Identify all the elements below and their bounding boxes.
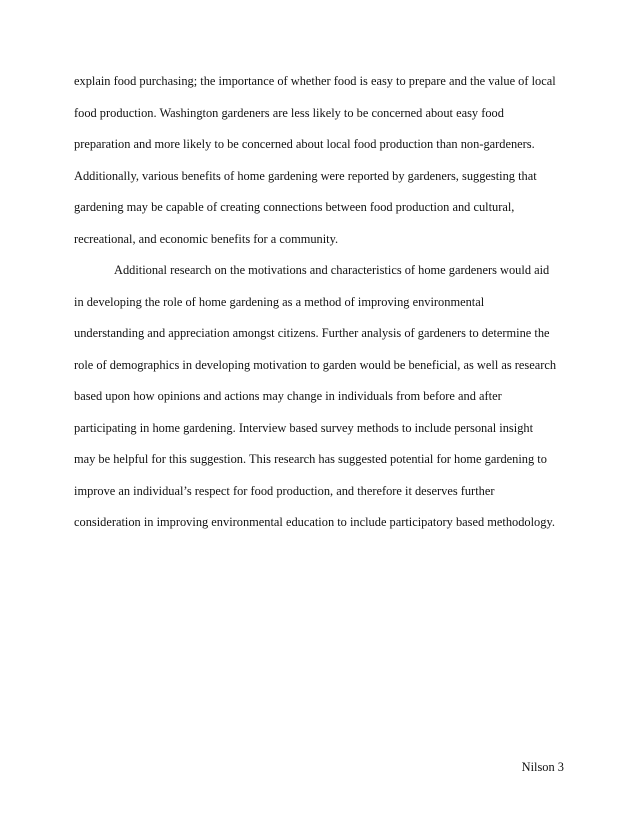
text-line: gardening may be capable of creating connections between food production and cultural, (74, 200, 515, 214)
paragraph-1 (74, 66, 574, 255)
text-line: preparation and more likely to be concerned about local food production than non-gardeners. (74, 137, 535, 151)
text-line: explain food purchasing; the importance of whether food is easy to prepare and the value of local (74, 74, 556, 88)
text-line: Additionally, various benefits of home gardening were reported by gardeners, suggesting that (74, 168, 537, 183)
text-line: participating in home gardening. Interview based survey methods to include personal insight (74, 420, 534, 435)
body-text (74, 66, 574, 539)
text-line: improve an individual’s respect for food production, and therefore it deserves further (74, 483, 495, 498)
text-line: food production. Washington gardeners are less likely to be concerned about easy food (74, 105, 504, 120)
page-footer: Nilson 3 (521, 760, 564, 774)
text-line: understanding and appreciation amongst citizens. Further analysis of gardeners to determine the (74, 326, 550, 340)
text-line: consideration in improving environmental education to include participatory based methodology. (74, 515, 555, 529)
text-line: may be helpful for this suggestion. This research has suggested potential for home gardening to (74, 452, 547, 466)
paragraph-2 (74, 255, 574, 539)
text-line: Additional research on the motivations and characteristics of home gardeners would aid (114, 263, 550, 277)
text-line: role of demographics in developing motivation to garden would be beneficial, as well as research (74, 357, 557, 372)
text-line: based upon how opinions and actions may change in individuals from before and after (74, 389, 502, 403)
text-line: recreational, and economic benefits for a community. (74, 231, 339, 246)
text-line: in developing the role of home gardening as a method of improving environmental (74, 294, 485, 309)
